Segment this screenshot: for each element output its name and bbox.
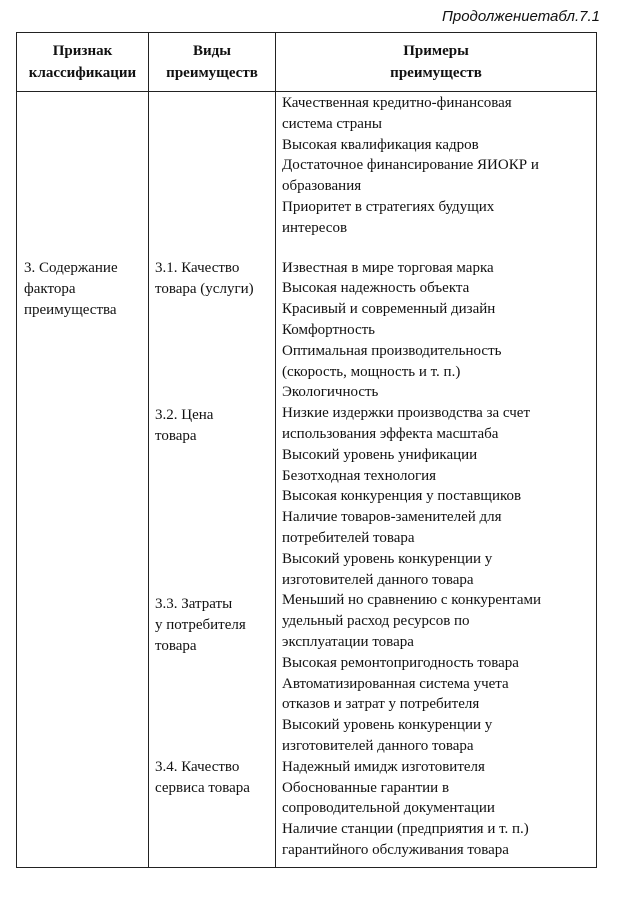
example-line: потребителей товара	[282, 529, 415, 546]
example-line: интересов	[282, 219, 348, 236]
example-line: образования	[282, 178, 362, 195]
classification-line: 3. Содержание	[24, 260, 118, 276]
kind-line: сервиса товара	[155, 779, 250, 796]
example-line: Надежный имидж изготовителя	[282, 758, 485, 775]
table-row	[17, 92, 597, 868]
header-line: Признак	[52, 43, 113, 59]
example-line: Известная в мире торговая марка	[282, 259, 494, 276]
examples-quality	[282, 258, 590, 404]
example-line: гарантийного обслуживания товара	[282, 841, 509, 858]
kind-line: у потребителя	[155, 616, 246, 633]
example-line: Высокая надежность объекта	[282, 280, 470, 297]
examples-service-quality	[282, 757, 590, 861]
example-line: Оптимальная производительность	[282, 342, 502, 359]
classification-table	[16, 32, 597, 868]
example-line: Комфортность	[282, 321, 375, 338]
examples-intro	[282, 93, 590, 239]
header-row	[17, 33, 597, 92]
example-line: эксплуатации товара	[282, 633, 414, 650]
header-line: преимуществ	[390, 65, 482, 81]
kinds-cell	[149, 92, 276, 868]
kind-line: товара	[155, 427, 197, 444]
kind-line: 3.2. Цена	[155, 407, 214, 423]
example-line: Достаточное финансирование ЯИОКР и	[282, 157, 539, 174]
example-line: сопроводительной документации	[282, 800, 495, 817]
example-line: удельный расход ресурсов по	[282, 613, 470, 630]
example-line: Высокая конкуренция у поставщиков	[282, 488, 522, 505]
example-line: Наличие товаров-заменителей для	[282, 509, 502, 526]
example-line: Высокая ремонтопригодность товара	[282, 654, 519, 671]
kind-line: 3.3. Затраты	[155, 596, 233, 612]
header-classification	[17, 33, 149, 92]
kind-line: товара	[155, 637, 197, 654]
example-line: использования эффекта масштаба	[282, 425, 499, 442]
example-line: Приоритет в стратегиях будущих	[282, 198, 495, 215]
kind-consumer-costs	[155, 594, 272, 656]
example-line: Низкие издержки производства за счет	[282, 405, 531, 422]
example-line: Высокий уровень конкуренции у	[282, 550, 493, 567]
example-line: Высокий уровень конкуренции у	[282, 717, 493, 734]
example-line: Экологичность	[282, 384, 379, 401]
example-line: Высокий уровень унификации	[282, 446, 478, 463]
header-examples	[276, 33, 597, 92]
header-line: Примеры	[403, 43, 469, 59]
examples-price	[282, 403, 590, 590]
kind-line: товара (услуги)	[155, 280, 254, 297]
table-caption: Продолжениетабл.7.1	[441, 8, 600, 25]
example-line: изготовителей данного товара	[282, 737, 474, 754]
example-line: система страны	[282, 115, 383, 132]
header-line: классификации	[28, 65, 137, 81]
example-line: (скорость, мощность и т. п.)	[282, 363, 461, 380]
example-line: изготовителей данного товара	[282, 571, 474, 588]
example-line: Обоснованные гарантии в	[282, 779, 450, 796]
examples-consumer-costs	[282, 590, 590, 756]
example-line: Безотходная технология	[282, 467, 437, 484]
example-line: Наличие станции (предприятия и т. п.)	[282, 821, 529, 838]
header-line: Виды	[193, 43, 231, 59]
classification-cell	[17, 92, 149, 868]
kind-quality	[155, 258, 272, 300]
header-line: преимуществ	[166, 65, 258, 81]
header-kinds	[149, 33, 276, 92]
example-line: Красивый и современный дизайн	[282, 301, 496, 318]
example-line: Меньший но сравнению с конкурентами	[282, 592, 542, 609]
example-line: Автоматизированная система учета	[282, 675, 509, 692]
kind-price	[155, 405, 272, 447]
kind-line: 3.1. Качество	[155, 260, 240, 276]
example-line: Качественная кредитно-финансовая	[282, 95, 512, 111]
classification-line: фактора	[24, 280, 76, 297]
example-line: отказов и затрат у потребителя	[282, 696, 480, 713]
examples-cell	[276, 92, 597, 868]
example-line: Высокая квалификация кадров	[282, 136, 479, 153]
classification-line: преимущества	[24, 301, 117, 318]
kind-service-quality	[155, 757, 272, 799]
kind-line: 3.4. Качество	[155, 759, 240, 775]
